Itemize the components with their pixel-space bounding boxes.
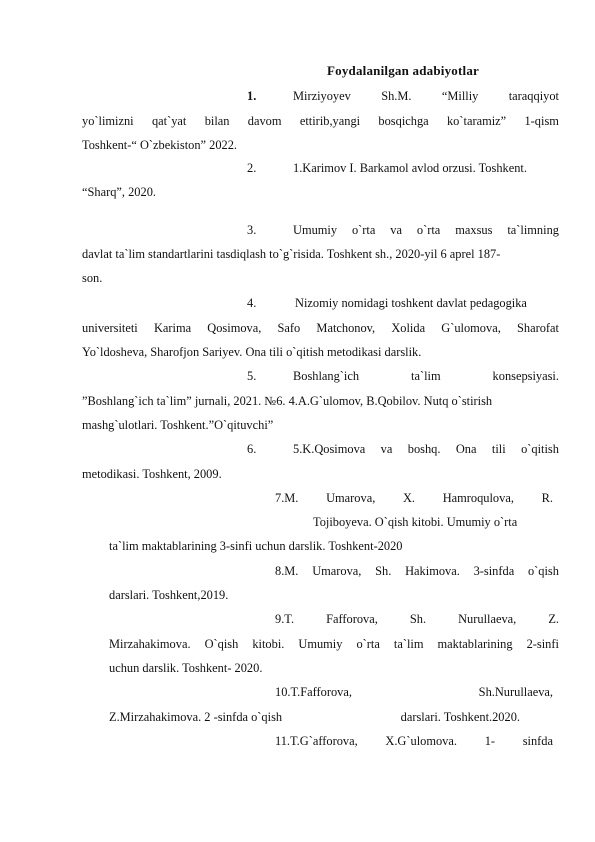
reference-text: R. xyxy=(541,491,553,505)
reference-text: darslari. Toshkent.2020. xyxy=(400,710,520,724)
reference-text: Sh.M. xyxy=(381,89,412,103)
reference-text: ta`lim maktablarining 3-sinfi uchun darslik. Toshkent-2020 xyxy=(109,539,403,553)
reference-text: 11.T.G`afforova, xyxy=(275,734,358,748)
reference-line xyxy=(82,113,559,129)
reference-text: o`rta xyxy=(351,223,376,237)
reference-text: “Sharq”, 2020. xyxy=(82,185,156,199)
reference-text: Sh.Nurullaeva, xyxy=(478,685,553,699)
reference-text: yo`limizni xyxy=(82,114,134,128)
reference-text: Umarova, xyxy=(312,564,362,578)
reference-line xyxy=(295,295,559,311)
reference-line xyxy=(275,684,553,700)
reference-line xyxy=(82,246,559,262)
reference-line xyxy=(109,538,402,554)
reference-text: 10.T.Fafforova, xyxy=(275,685,352,699)
reference-line xyxy=(293,160,559,176)
reference-text: Tojiboyeva. O`qish kitobi. Umumiy o`rta xyxy=(313,515,518,529)
reference-line xyxy=(275,563,559,579)
reference-text: 5.K.Qosimova xyxy=(293,442,366,456)
reference-text: Xolida xyxy=(391,321,426,335)
reference-text: X. xyxy=(402,491,416,505)
reference-text: “Milliy xyxy=(441,89,479,103)
reference-line xyxy=(275,733,553,749)
reference-text: ko`taramiz” xyxy=(446,114,507,128)
reference-text: mashg`ulotlari. Toshkent.”O`qituvchi” xyxy=(82,418,274,432)
reference-line xyxy=(82,344,421,360)
reference-text: kitobi. xyxy=(252,637,285,651)
reference-text: Qosimova, xyxy=(207,321,262,335)
reference-text: Sh. xyxy=(409,612,427,626)
reference-number: 3. xyxy=(247,223,257,237)
reference-text: 9.T. xyxy=(275,612,295,626)
reference-text: Umumiy xyxy=(298,637,343,651)
reference-text: Mirzahakimova. xyxy=(109,637,191,651)
reference-text: bosqichga xyxy=(378,114,429,128)
reference-text: Fafforova, xyxy=(326,612,378,626)
reference-text: son. xyxy=(82,271,103,285)
reference-text: konsepsiyasi. xyxy=(492,369,559,383)
reference-text: 2-sinfi xyxy=(526,637,559,651)
reference-text: Sh. xyxy=(375,564,392,578)
reference-text: uchun darslik. Toshkent- 2020. xyxy=(109,661,263,675)
reference-text: ta`lim xyxy=(393,637,424,651)
reference-text: 3-sinfda xyxy=(473,564,515,578)
reference-text: Nurullaeva, xyxy=(458,612,517,626)
reference-line xyxy=(82,320,559,336)
reference-text: o`qish xyxy=(527,564,559,578)
reference-line xyxy=(82,137,237,153)
reference-line xyxy=(109,709,520,725)
reference-text: sinfda xyxy=(522,734,553,748)
reference-text: o`rta xyxy=(416,223,441,237)
reference-text: Umumiy xyxy=(293,223,338,237)
reference-text: o`qitish xyxy=(521,442,559,456)
reference-text: qat`yat xyxy=(151,114,187,128)
reference-text: o`rta xyxy=(356,637,380,651)
reference-line xyxy=(293,88,559,104)
reference-line xyxy=(293,441,559,457)
reference-text: Boshlang`ich xyxy=(293,369,360,383)
reference-line xyxy=(313,514,553,530)
reference-line xyxy=(82,393,559,409)
reference-text: Ona xyxy=(455,442,477,456)
reference-line xyxy=(82,466,222,482)
reference-text: darslari. Toshkent,2019. xyxy=(109,588,229,602)
reference-text: universiteti xyxy=(82,321,138,335)
reference-line xyxy=(109,636,559,652)
reference-text: Toshkent-“ O`zbekiston” 2022. xyxy=(82,138,238,152)
reference-text: Umarova, xyxy=(326,491,376,505)
reference-text: bilan xyxy=(204,114,230,128)
reference-text: ”Boshlang`ich ta`lim” jurnali, 2021. №6. 4.A.G`ulomov, B.Qobilov. Nutq o`stirish xyxy=(82,394,493,408)
reference-text: Hamroqulova, xyxy=(442,491,514,505)
reference-text: davom xyxy=(247,114,282,128)
reference-text: 7.M. xyxy=(275,491,299,505)
reference-text: Matchonov, xyxy=(316,321,376,335)
reference-text: taraqqiyot xyxy=(508,89,559,103)
reference-text: Z.Mirzahakimova. 2 -sinfda o`qish xyxy=(109,710,283,724)
reference-line xyxy=(82,184,156,200)
reference-line xyxy=(82,270,102,286)
reference-text: ta`lim xyxy=(411,369,441,383)
reference-line xyxy=(82,417,273,433)
reference-text: maktablarining xyxy=(437,637,513,651)
reference-number: 5. xyxy=(247,369,257,383)
reference-text: 1.Karimov I. Barkamol avlod orzusi. Toshkent. xyxy=(293,161,527,175)
reference-number: 6. xyxy=(247,442,257,456)
reference-number: 4. xyxy=(247,296,257,310)
reference-text: maxsus xyxy=(455,223,493,237)
reference-text: ettirib,yangi xyxy=(299,114,361,128)
reference-line xyxy=(275,490,553,506)
section-heading: Foydalanilgan adabiyotlar xyxy=(327,63,479,78)
reference-text: Sharofat xyxy=(517,321,559,335)
reference-line xyxy=(293,222,559,238)
reference-text: 1- xyxy=(484,734,496,748)
reference-text: tili xyxy=(491,442,506,456)
reference-text: Z. xyxy=(548,612,559,626)
reference-line xyxy=(109,587,228,603)
reference-text: G`ulomova, xyxy=(441,321,501,335)
reference-number: 2. xyxy=(247,161,257,175)
reference-text: ta`limning xyxy=(507,223,559,237)
reference-text: davlat ta`lim standartlarini tasdiqlash to`g`risida. Toshkent sh., 2020-yil 6 aprel 187- xyxy=(82,247,501,261)
reference-text: boshq. xyxy=(407,442,441,456)
reference-text: metodikasi. Toshkent, 2009. xyxy=(82,467,222,481)
reference-line xyxy=(275,611,559,627)
reference-number: 1. xyxy=(247,89,257,103)
reference-line xyxy=(293,368,559,384)
reference-text: 1-qism xyxy=(524,114,559,128)
reference-text: Mirziyoyev xyxy=(293,89,351,103)
reference-text: va xyxy=(390,223,402,237)
reference-text: Nizomiy nomidagi toshkent davlat pedagogika xyxy=(295,296,527,310)
reference-text: 8.M. xyxy=(275,564,299,578)
reference-text: X.G`ulomova. xyxy=(385,734,457,748)
reference-text: Hakimova. xyxy=(405,564,460,578)
reference-text: va xyxy=(380,442,393,456)
reference-text: O`qish xyxy=(204,637,239,651)
reference-text: Yo`ldosheva, Sharofjon Sariyev. Ona tili o`qitish metodikasi darslik. xyxy=(82,345,422,359)
reference-line xyxy=(109,660,262,676)
reference-text: Safo xyxy=(277,321,301,335)
reference-text: Karima xyxy=(153,321,192,335)
